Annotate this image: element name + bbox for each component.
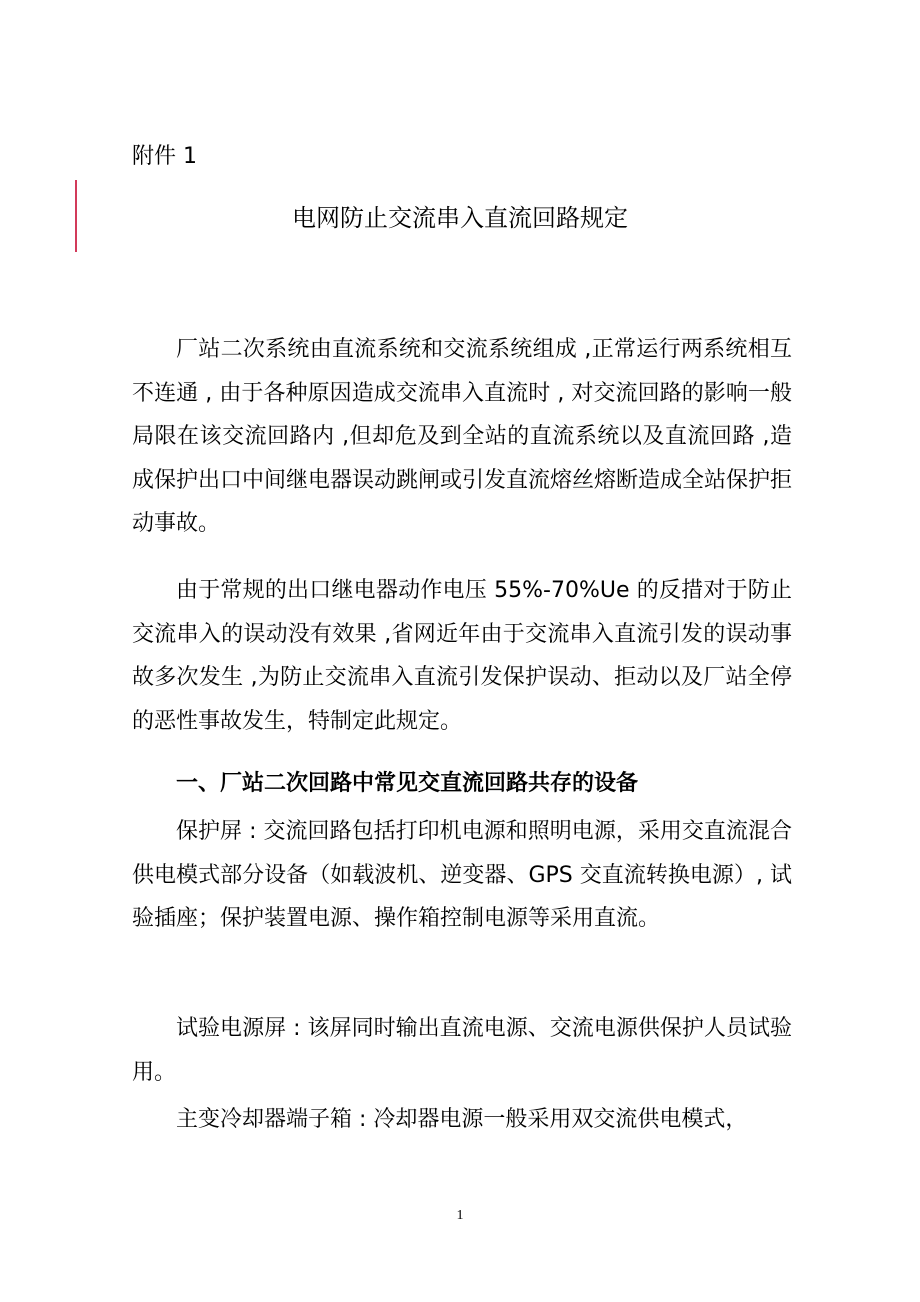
body-paragraph-1: 厂站二次系统由直流系统和交流系统组成 ,正常运行两系统相互不连通 , 由于各种原因造成交流串入直流时 , 对交流回路的影响一般局限在该交流回路内 ,但却危及到全站的直流系统以及直流回路 ,造成保护出口中间继电器误动跳闸或引发直流熔丝熔断造成全站保护拒动事故。 xyxy=(132,337,793,537)
section-paragraph-protection-panel: 保护屏 : 交流回路包括打印机电源和照明电源，采用交直流混合供电模式部分设备（如载波机、逆变器、GPS 交直流转换电源）, 试验插座；保护装置电源、操作箱控制电源等采用直流。 xyxy=(132,819,792,932)
attachment-label: 附件 1 xyxy=(132,144,197,169)
section-paragraph-test-power-panel: 试验电源屏 : 该屏同时输出直流电源、交流电源供保护人员试验用。 xyxy=(132,1016,792,1085)
page-number: 1 xyxy=(456,1208,464,1223)
section-paragraph-cooler-terminal-box: 主变冷却器端子箱 : 冷却器电源一般采用双交流供电模式， xyxy=(176,1107,748,1132)
section-heading-1: 一、厂站二次回路中常见交直流回路共存的设备 xyxy=(176,771,639,796)
document-title: 电网防止交流串入直流回路规定 xyxy=(292,204,628,232)
body-paragraph-2: 由于常规的出口继电器动作电压 55%-70%Ue 的反措对于防止交流串入的误动没有效果 ,省网近年由于交流串入直流引发的误动事故多次发生 ,为防止交流串入直流引发保护误动、拒动以及厂站全停的恶性事故发生，特制定此规定。 xyxy=(132,578,792,734)
